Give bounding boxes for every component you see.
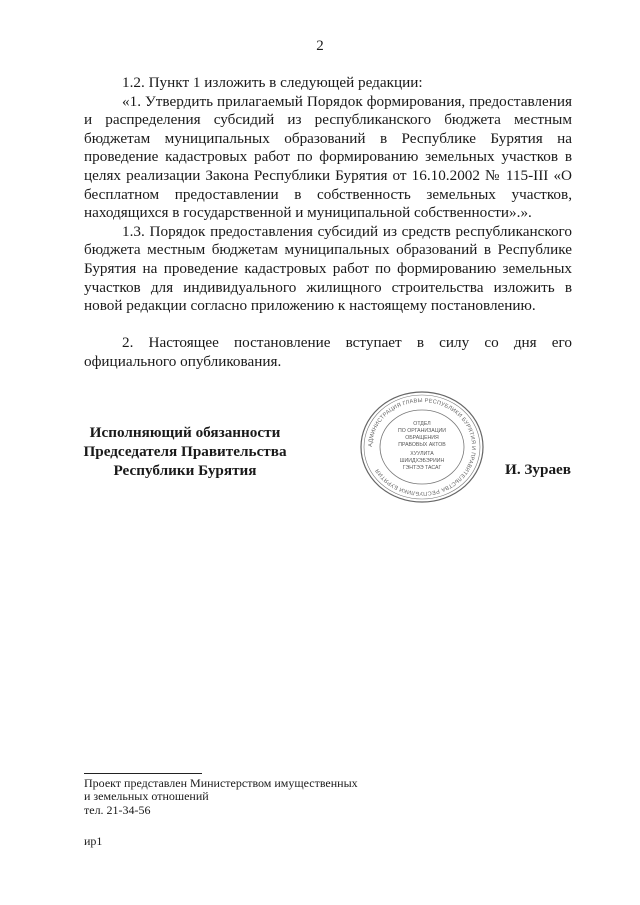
seal-text: ОТДЕЛ [413,421,431,427]
footnote-divider [84,773,202,774]
official-seal [357,389,487,506]
signatory-name: И. Зураев [505,461,572,478]
footnote-line: и земельных отношений [84,789,209,804]
seal-text: ХУУЛИТА [410,451,434,457]
seal-ring-text: АДМИНИСТРАЦИЯ ГЛАВЫ РЕСПУБЛИКИ БУРЯТИЯ И ПРАВИТЕЛЬСТВА РЕСПУБЛИКИ БУРЯТИЯ [367,397,477,497]
seal-text: ШИИДХЭБЭРИИН [399,458,445,464]
signatory-title-line: Председателя Правительства [83,443,287,460]
footnote-line: Проект представлен Министерством имущественных [84,776,358,790]
page-number: 2 [316,38,324,54]
footnote [84,777,404,817]
footnote-line: тел. 21-34-56 [84,802,151,817]
seal-text: ОБРАЩЕНИЯ [405,435,439,441]
paragraph-1-2: 1.2. Пункт 1 изложить в следующей редакции: [122,74,423,91]
seal-text: ПО ОРГАНИЗАЦИИ [398,428,446,434]
paragraph-1-3: 1.3. Порядок предоставления субсидий из средств республиканского бюджета местным бюджетам муниципальных образований в Республике Бурятия на проведение кадастровых работ по формированию земельных участков для индивидуального жилищного строительства изложить в новой редакции согласно приложению к настоящему постановлению. [84,222,572,315]
document-body [84,74,572,372]
signatory-title-line: Исполняющий обязанности [89,424,281,441]
document-code: ир1 [84,834,103,848]
signatory-title-line: Республики Бурятия [113,462,257,479]
signatory-title [80,423,290,480]
paragraph-2: 2. Настоящее постановление вступает в силу со дня его официального опубликования. [84,334,572,370]
paragraph-quoted-item-1: «1. Утвердить прилагаемый Порядок формирования, предоставления и распределения субсидий из республиканского бюджета местным бюджетам муниципальных образований в Республике Бурятия на проведение кадастровых работ по формированию земельных участков в целях реализации Закона Республики Бурятия от 16.10.2002 № 115-III «О бесплатном предоставлении в собственность земельных участков, находящихся в государственной и муниципальной собственности».». [84,92,572,222]
seal-text: ГЭНТЭЭ ТАСАГ [402,465,442,471]
seal-text: ПРАВОВЫХ АКТОВ [398,442,446,448]
